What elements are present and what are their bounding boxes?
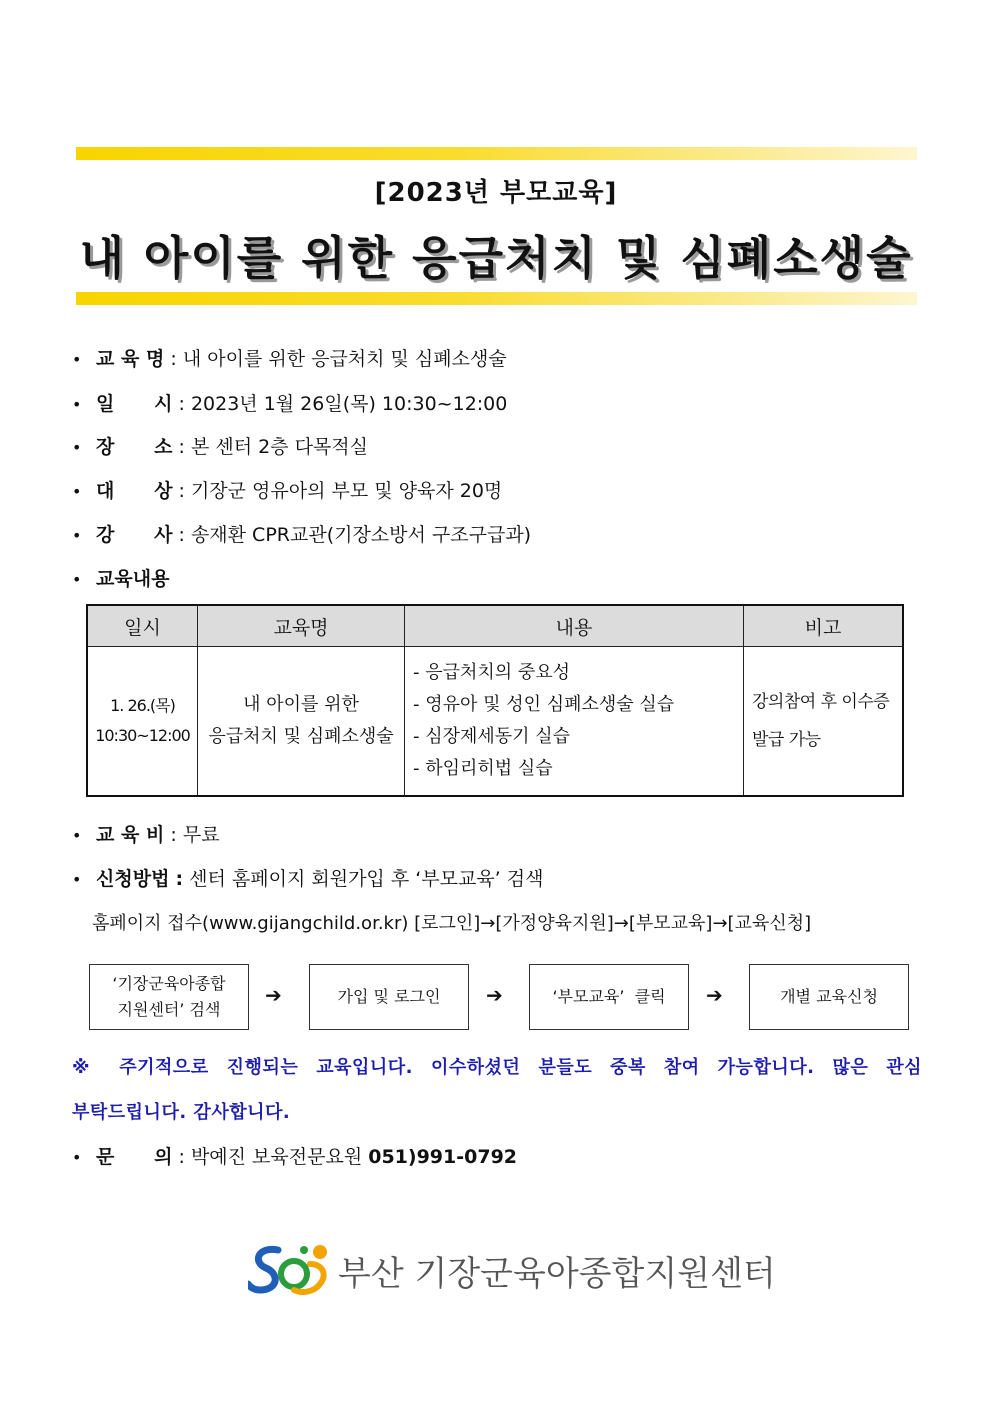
info-contact: • 문 의 : 박예진 보육전문요원 051)991-0792 (72, 1146, 518, 1168)
top-yellow-bar (76, 147, 917, 160)
bullet-icon: • (72, 570, 82, 589)
bullet-icon: • (72, 826, 82, 845)
list-item: - 응급처치의 중요성 (413, 662, 571, 683)
bullet-icon: • (72, 870, 82, 889)
arrow-right-icon: ➔ (265, 983, 282, 1007)
table-header: 비고 (744, 605, 904, 647)
schedule-table (86, 604, 904, 797)
info-date: • 일 시 : 2023년 1월 26일(목) 10:30~12:00 (72, 393, 508, 415)
bullet-icon: • (72, 350, 82, 369)
step-apply-box: 개별 교육신청 (749, 964, 909, 1030)
page-subtitle: [2023년 부모교육] (374, 178, 618, 208)
info-target: • 대 상 : 기장군 영유아의 부모 및 양육자 20명 (72, 480, 503, 502)
bullet-icon: • (72, 1148, 82, 1167)
info-content-heading: • 교육내용 (72, 568, 170, 590)
step-search-box: ‘기장군육아종합 지원센터’ 검색 (89, 964, 249, 1030)
center-logo-icon (248, 1240, 334, 1300)
notice-line-2: 부탁드립니다. 감사합니다. (72, 1102, 291, 1123)
course-name-cell: 내 아이를 위한 응급처치 및 심폐소생술 (198, 647, 405, 797)
bullet-icon: • (72, 482, 82, 501)
note-cell: 강의참여 후 이수증 발급 가능 (744, 647, 904, 797)
bullet-icon: • (72, 438, 82, 457)
bottom-yellow-bar (76, 292, 917, 305)
info-apply: • 신청방법 : 센터 홈페이지 회원가입 후 ‘부모교육’ 검색 (72, 868, 544, 890)
table-header: 교육명 (198, 605, 405, 647)
date-cell: 1. 26.(목) 10:30~12:00 (87, 647, 198, 797)
step-click-box: ‘부모교육’ 클릭 (529, 964, 689, 1030)
info-place: • 장 소 : 본 센터 2층 다목적실 (72, 436, 368, 458)
table-row (87, 647, 903, 797)
footer-logo (248, 1240, 776, 1300)
notice-line-1: ※ 주기적으로 진행되는 교육입니다. 이수하셨던 분들도 중복 참여 가능합니다. 많은 관심 (72, 1057, 922, 1078)
list-item: - 심장제세동기 실습 (413, 726, 571, 747)
org-name: 부산 기장군육아종합지원센터 (338, 1254, 776, 1294)
content-cell (405, 647, 744, 797)
table-header: 일시 (87, 605, 198, 647)
step-login-box: 가입 및 로그인 (309, 964, 469, 1030)
info-lecturer: • 강 사 : 송재환 CPR교관(기장소방서 구조구급과) (72, 524, 532, 546)
info-edu-name: • 교 육 명 : 내 아이를 위한 응급처치 및 심폐소생술 (72, 348, 507, 370)
table-header: 내용 (405, 605, 744, 647)
list-item: - 하임리히법 실습 (413, 758, 553, 779)
arrow-right-icon: ➔ (486, 983, 503, 1007)
list-item: - 영유아 및 성인 심폐소생술 실습 (413, 694, 675, 715)
info-cost: • 교 육 비 : 무료 (72, 824, 220, 846)
bullet-icon: • (72, 526, 82, 545)
apply-detail: 홈페이지 접수(www.gijangchild.or.kr) [로그인]→[가정양육지원]→[부모교육]→[교육신청] (92, 913, 812, 934)
arrow-right-icon: ➔ (706, 983, 723, 1007)
bullet-icon: • (72, 395, 82, 414)
page-title: 내 아이를 위한 응급처치 및 심폐소생술 (79, 231, 913, 285)
